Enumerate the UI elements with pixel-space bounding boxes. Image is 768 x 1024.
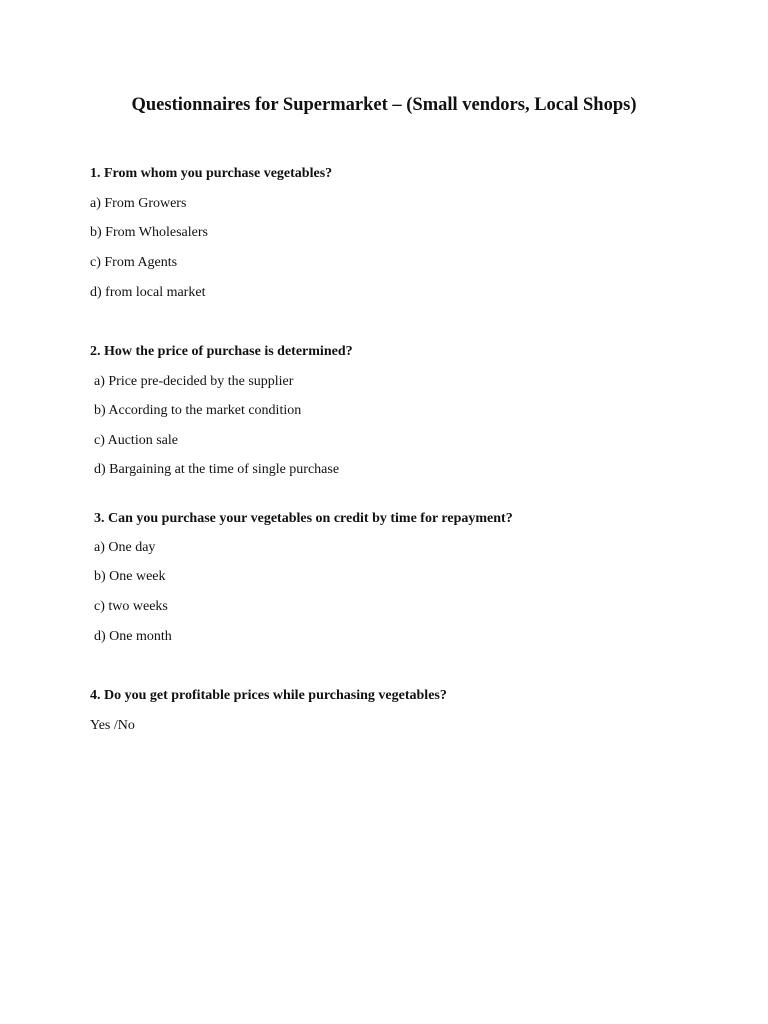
question-2-option-c: c) Auction sale [94,433,178,448]
question-3-option-a: a) One day [94,540,156,555]
question-1: 1. From whom you purchase vegetables? [90,166,333,181]
question-2-option-a: a) Price pre-decided by the supplier [94,374,294,389]
question-1-option-a: a) From Growers [90,196,187,211]
question-4: 4. Do you get profitable prices while purchasing vegetables? [90,688,447,703]
document-title: Questionnaires for Supermarket – (Small vendors, Local Shops) [131,95,637,115]
question-3-option-c: c) two weeks [94,599,168,614]
question-1-option-d: d) from local market [90,285,206,300]
question-2: 2. How the price of purchase is determined? [90,344,353,359]
question-2-option-b: b) According to the market condition [94,403,302,418]
question-1-option-b: b) From Wholesalers [90,225,208,240]
question-1-option-c: c) From Agents [90,255,178,270]
question-3-option-b: b) One week [94,569,166,584]
question-2-option-d: d) Bargaining at the time of single purchase [94,462,340,477]
question-4-answer: Yes /No [90,718,135,733]
question-3-option-d: d) One month [94,629,172,644]
question-3: 3. Can you purchase your vegetables on credit by time for repayment? [94,511,513,526]
